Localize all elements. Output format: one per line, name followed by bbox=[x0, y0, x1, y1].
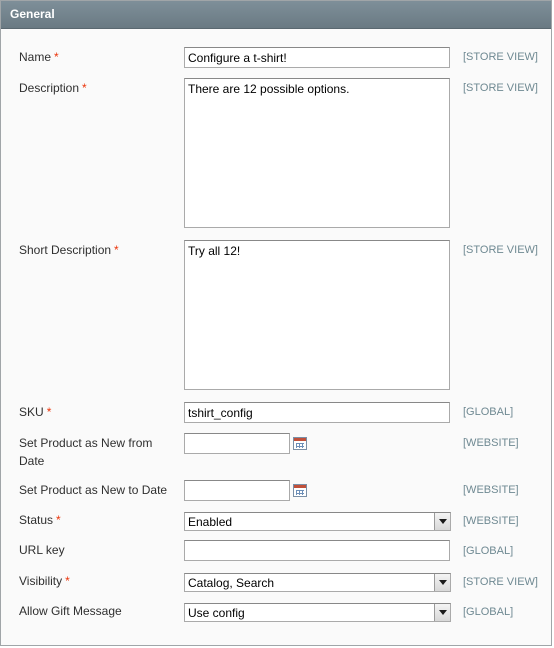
chevron-down-icon[interactable] bbox=[434, 513, 450, 530]
chevron-down-icon[interactable] bbox=[434, 604, 450, 621]
gift-message-label: Allow Gift Message bbox=[19, 604, 122, 618]
panel-title: General bbox=[1, 1, 551, 29]
description-scope: [STORE VIEW] bbox=[463, 82, 538, 94]
status-select[interactable] bbox=[184, 512, 451, 531]
gift-message-scope: [GLOBAL] bbox=[463, 606, 514, 618]
required-marker: * bbox=[46, 405, 52, 419]
status-select-value: Enabled bbox=[188, 515, 233, 529]
calendar-icon[interactable] bbox=[293, 437, 307, 450]
new-from-date-scope: [WEBSITE] bbox=[463, 437, 519, 449]
short-description-label: Short Description * bbox=[19, 243, 119, 257]
sku-input[interactable]: tshirt_config bbox=[184, 402, 450, 423]
sku-label: SKU * bbox=[19, 405, 52, 419]
new-to-date-label: Set Product as New to Date bbox=[19, 483, 168, 497]
gift-message-select[interactable] bbox=[184, 603, 451, 622]
name-input[interactable]: Configure a t-shirt! bbox=[184, 47, 450, 68]
description-label: Description * bbox=[19, 81, 87, 95]
description-textarea[interactable]: There are 12 possible options. bbox=[184, 78, 450, 228]
url-key-label: URL key bbox=[19, 543, 65, 557]
status-scope: [WEBSITE] bbox=[463, 515, 519, 527]
new-from-date-label: Set Product as New from Date bbox=[19, 436, 153, 468]
required-marker: * bbox=[54, 50, 59, 64]
short-description-textarea[interactable]: Try all 12! bbox=[184, 240, 450, 390]
new-to-date-input[interactable] bbox=[184, 480, 290, 501]
name-label: Name * bbox=[19, 50, 59, 64]
visibility-label: Visibility * bbox=[19, 574, 70, 588]
short-description-scope: [STORE VIEW] bbox=[463, 244, 538, 256]
required-marker: * bbox=[82, 81, 87, 95]
gift-message-select-value: Use config bbox=[188, 606, 245, 620]
url-key-scope: [GLOBAL] bbox=[463, 545, 514, 557]
new-to-date-scope: [WEBSITE] bbox=[463, 484, 519, 496]
url-key-input[interactable] bbox=[184, 540, 450, 561]
chevron-down-icon[interactable] bbox=[434, 574, 450, 591]
visibility-scope: [STORE VIEW] bbox=[463, 576, 538, 588]
name-scope: [STORE VIEW] bbox=[463, 51, 538, 63]
required-marker: * bbox=[114, 243, 119, 257]
visibility-select[interactable] bbox=[184, 573, 451, 592]
visibility-select-value: Catalog, Search bbox=[188, 576, 275, 590]
sku-scope: [GLOBAL] bbox=[463, 406, 514, 418]
required-marker: * bbox=[65, 574, 70, 588]
new-from-date-input[interactable] bbox=[184, 433, 290, 454]
status-label: Status * bbox=[19, 513, 61, 527]
required-marker: * bbox=[56, 513, 61, 527]
calendar-icon[interactable] bbox=[293, 484, 307, 497]
